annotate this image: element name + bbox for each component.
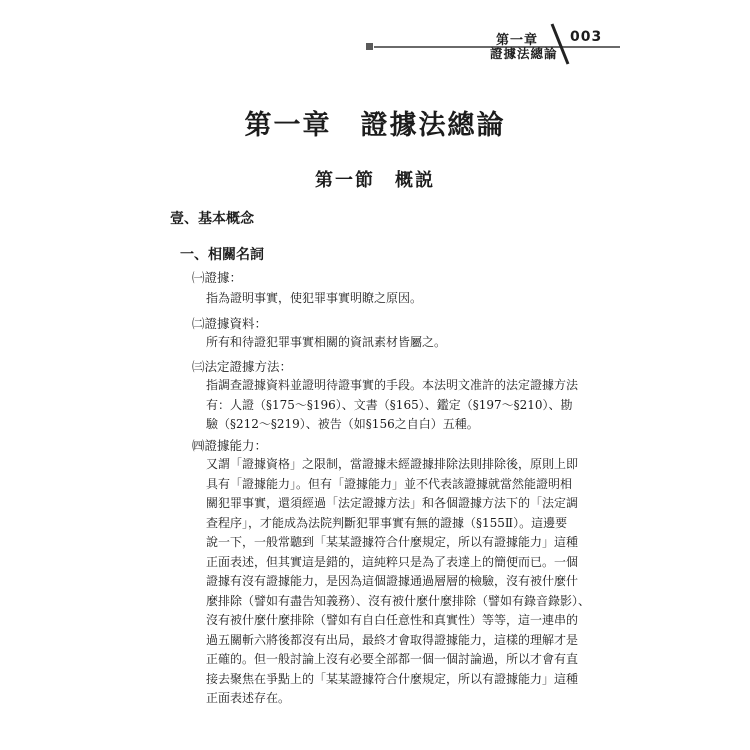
heading-basic-concepts: 壹、基本概念 — [170, 211, 254, 227]
header-chapter: 第一章 — [496, 33, 539, 48]
page-number: 003 — [570, 29, 603, 45]
term-evidence: ㈠證據： — [192, 270, 243, 285]
definition-evidence-material — [206, 333, 596, 353]
term-evidence-material: ㈡證據資料： — [192, 316, 268, 331]
section-title: 第一節 概説 — [315, 170, 435, 191]
text-line: 指調查證據資料並證明待證事實的手段。本法明文准許的法定證據方法 — [206, 378, 579, 392]
text-line: 正確的。但一般討論上沒有必要全部都一個一個討論過，所以才會有直 — [206, 652, 579, 666]
text-line: 關犯罪事實，還須經過「法定證據方法」和各個證據方法下的「法定調 — [206, 496, 579, 510]
heading-related-terms: 一、相關名詞 — [180, 247, 264, 263]
text-line: 驗（§212～§219）、被告（如§156之自白）五種。 — [206, 417, 479, 431]
text-line: 說一下，一般常聽到「某某證據符合什麼規定，所以有證據能力」這種 — [206, 535, 579, 549]
term-evidence-capacity: ㈣證據能力： — [192, 438, 268, 453]
header-square-mark — [366, 43, 373, 50]
text-line: 正面表述，但其實這是錯的，這純粹只是為了表達上的簡便而已。一個 — [206, 554, 579, 569]
text-line: 證據有沒有證據能力，是因為這個證據通過層層的檢驗，沒有被什麼什 — [206, 574, 579, 588]
chapter-title: 第一章 證據法總論 — [244, 110, 506, 141]
header-subtitle: 證據法總論 — [490, 46, 558, 61]
text-line: 所有和待證犯罪事實相關的資訊素材皆屬之。 — [206, 335, 447, 349]
text-line: 查程序」，才能成為法院判斷犯罪事實有無的證據（§155Ⅱ）。這邊要 — [206, 515, 568, 530]
text-line: 正面表述存在。 — [206, 691, 291, 705]
text-line: 又謂「證據資格」之限制，當證據未經證據排除法則排除後，原則上即 — [206, 457, 579, 471]
definition-legal-evidence-methods — [206, 376, 596, 435]
text-line: 接去聚焦在爭點上的「某某證據符合什麼規定，所以有證據能力」這種 — [206, 671, 579, 686]
text-line: 麼排除（譬如有盡告知義務）、沒有被什麼什麼排除（譬如有錄音錄影）、 — [206, 593, 591, 608]
text-line: 過五關斬六將後都沒有出局，最終才會取得證據能力，這樣的理解才是 — [206, 632, 579, 647]
definition-evidence — [206, 289, 596, 309]
definition-evidence-capacity — [206, 455, 596, 709]
text-line: 具有「證據能力」。但有「證據能力」並不代表該證據就當然能證明相 — [206, 476, 573, 491]
term-legal-evidence-methods: ㈢法定證據方法： — [192, 359, 293, 374]
text-line: 沒有被什麼什麼排除（譬如有自白任意性和真實性）等等，這一連串的 — [206, 613, 579, 627]
text-line: 指為證明事實，使犯罪事實明瞭之原因。 — [206, 291, 423, 305]
text-line: 有：人證（§175～§196）、文書（§165）、鑑定（§197～§210）、勘 — [206, 397, 573, 412]
